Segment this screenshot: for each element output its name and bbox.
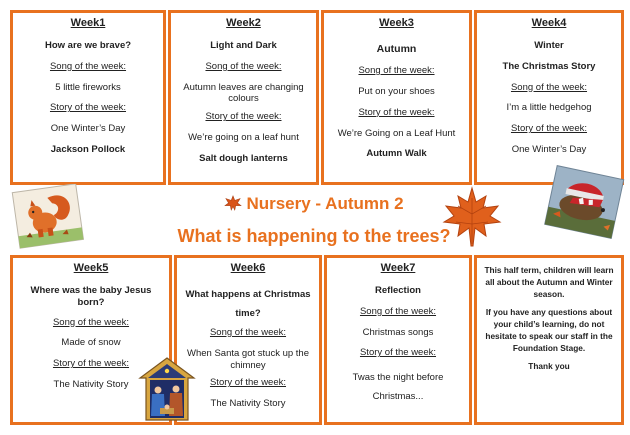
week-7-box [324, 255, 472, 425]
info-questions: If you have any questions about your child’s learning, do not hesitate to speak our staff in the Foundation Stage. [485, 307, 613, 354]
week-6-box [174, 255, 322, 425]
info-thanks: Thank you [528, 361, 570, 372]
week-title: Week2 [226, 17, 261, 29]
info-intro: This half term, children will learn all about the Autumn and Winter season. [484, 265, 614, 300]
week-activity: Autumn Walk [366, 148, 427, 160]
song-title: Put on your shoes [358, 85, 435, 97]
story-label: Story of the week: [358, 106, 435, 118]
story-label: Story of the week: [209, 377, 287, 389]
week-title: Week6 [230, 262, 266, 274]
story-title: One Winter’s Day [50, 123, 126, 135]
song-label: Song of the week: [358, 64, 435, 76]
page-title [154, 194, 474, 214]
song-label: Song of the week: [359, 305, 437, 317]
story-label: Story of the week: [359, 347, 437, 359]
week-activity: Salt dough lanterns [199, 153, 288, 164]
week-theme: Light and Dark [210, 39, 277, 51]
week-activity: Jackson Pollock [50, 144, 126, 156]
story-title: The Nativity Story [53, 379, 129, 391]
story-title: We’re Going on a Leaf Hunt [337, 127, 456, 139]
newsletter-page [4, 4, 626, 429]
story-title: Twas the night before Christmas... [352, 372, 444, 403]
week-theme: Winter [534, 39, 564, 51]
song-label: Song of the week: [205, 60, 282, 72]
hedgehog-picture [542, 164, 626, 242]
page-title-text: Nursery - Autumn 2 [246, 194, 404, 213]
song-label: Song of the week: [49, 60, 127, 72]
week-1-box [10, 10, 166, 185]
week-theme: How are we brave? [44, 39, 132, 51]
week-2-box [168, 10, 319, 185]
info-box [474, 255, 624, 425]
week-theme: Where was the baby Jesus born? [30, 284, 152, 308]
week-theme: Autumn [376, 42, 417, 55]
nativity-picture [138, 356, 196, 422]
squirrel-picture [10, 184, 86, 250]
song-title: Made of snow [61, 337, 121, 349]
story-title: We’re going on a leaf hunt [188, 132, 299, 144]
story-label: Story of the week: [52, 358, 130, 370]
song-title: Autumn leaves are changing colours [183, 81, 304, 105]
song-title: I’m a little hedgehog [506, 102, 592, 114]
week-activity: The Christmas Story [502, 60, 596, 72]
song-title: 5 little fireworks [55, 81, 121, 93]
story-title: The Nativity Story [210, 398, 286, 410]
song-label: Song of the week: [209, 326, 287, 338]
story-label: Story of the week: [205, 111, 282, 123]
week-title: Week7 [380, 262, 416, 274]
week-4-box [474, 10, 624, 185]
story-label: Story of the week: [49, 102, 127, 114]
week-theme: What happens at Christmas time? [185, 288, 311, 319]
week-title: Week1 [70, 17, 106, 29]
maple-leaf-picture [440, 184, 504, 248]
page-question: What is happening to the trees? [177, 226, 451, 246]
week-theme: Reflection [375, 284, 421, 296]
song-title: When Santa got stuck up the chimney [187, 347, 309, 371]
week-title: Week3 [379, 17, 414, 29]
song-label: Song of the week: [52, 316, 130, 328]
week-3-box [321, 10, 472, 185]
week-title: Week5 [73, 262, 109, 274]
story-title: One Winter’s Day [511, 144, 587, 156]
autumn-leaf-icon [224, 195, 242, 211]
song-title: Christmas songs [362, 326, 434, 338]
song-label: Song of the week: [510, 81, 588, 93]
week-title: Week4 [531, 17, 567, 29]
story-label: Story of the week: [510, 123, 588, 135]
center-heading [154, 186, 474, 252]
